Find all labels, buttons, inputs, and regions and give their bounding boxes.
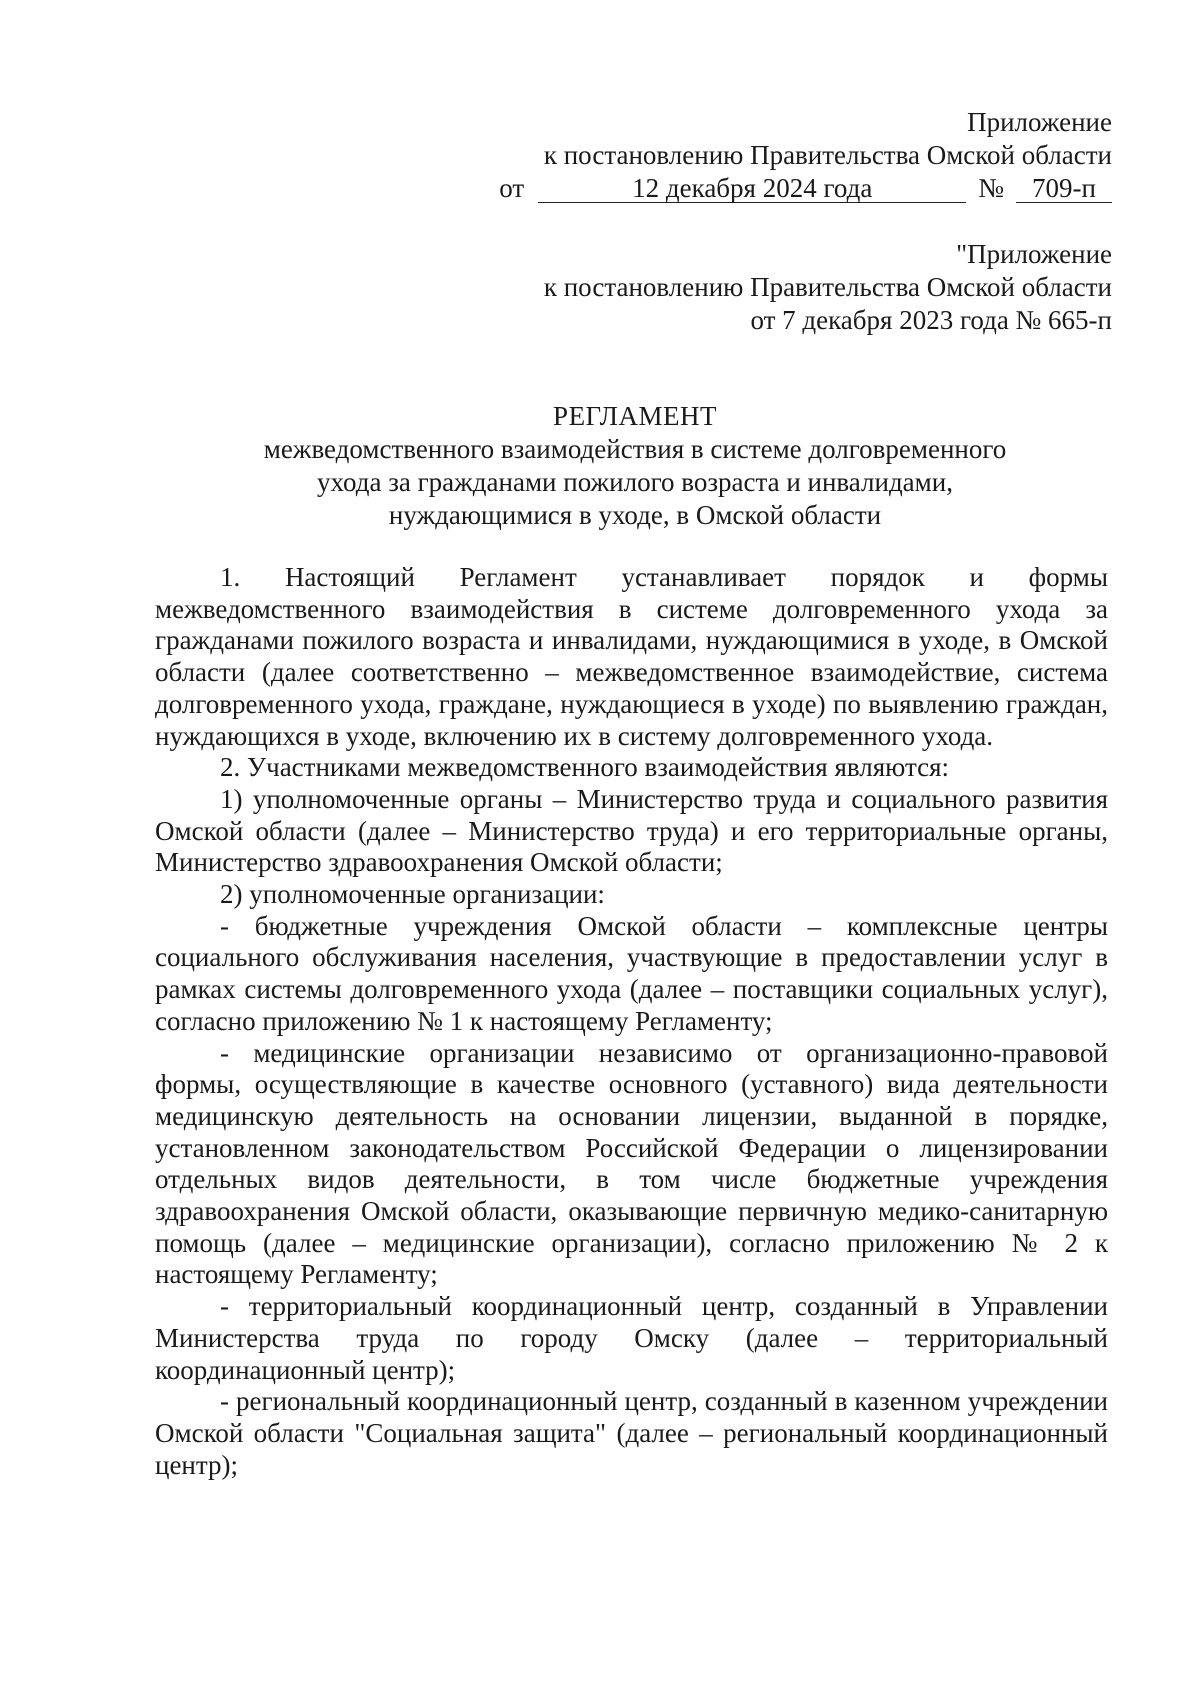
list-item-social-providers: - бюджетные учреждения Омской области – комплексные центры социального обслуживания населения, участвующие в предоставлении услуг в рамках системы долговременного ухода (далее – поставщики социальных услуг), согласно приложению № 1 к настоящему Регламенту;: [155, 910, 1108, 1036]
document-title: РЕГЛАМЕНТ: [553, 401, 717, 431]
approval-date-line: [499, 172, 1112, 205]
date-prefix: от: [499, 173, 525, 203]
list-item-medical-organizations: - медицинские организации независимо от организационно-правовой формы, осуществляющие в качестве основного (уставного) вида деятельности медицинскую деятельность на основании лицензии, выданной в порядке, установленном законодательством Российской Федерации о лицензировании отдельных видов деятельности, в том числе бюджетные учреждения здравоохранения Омской области, оказывающие первичную медико-санитарную помощь (далее – медицинские организации), согласно приложению № 2 к настоящему Регламенту;: [155, 1037, 1108, 1290]
list-item-territorial-center: - территориальный координационный центр, созданный в Управлении Министерства труда по городу Омску (далее – территориальный координационный центр);: [155, 1291, 1108, 1385]
paragraph-2-item-1: 1) уполномоченные органы – Министерство труда и социального развития Омской области (далее – Министерство труда) и его территориальные органы, Министерство здравоохранения Омской области;: [155, 783, 1108, 878]
approval-header: [499, 106, 1112, 205]
approval-resolution: к постановлению Правительства Омской области: [543, 140, 1112, 170]
paragraph-1: 1. Настоящий Регламент устанавливает порядок и формы межведомственного взаимодействия в системе долговременного ухода за гражданами пожилого возраста и инвалидами, нуждающимися в уходе, в Омской области (далее соответственно – межведомственное взаимодействие, система долговременного ухода, граждане, нуждающиеся в уходе) по выявлению граждан, нуждающихся в уходе, включению их в систему долговременного ухода.: [155, 562, 1108, 751]
document-subtitle-line-3: нуждающимися в уходе, в Омской области: [388, 500, 882, 530]
document-subtitle-line-2: ухода за гражданами пожилого возраста и инвалидами,: [317, 467, 953, 497]
document-subtitle-line-1: межведомственного взаимодействия в системе долговременного: [263, 434, 1007, 464]
previous-appendix-title: "Приложение: [956, 239, 1112, 269]
previous-appendix-resolution: к постановлению Правительства Омской области: [543, 272, 1112, 302]
previous-appendix-date: от 7 декабря 2023 года № 665-п: [750, 305, 1112, 335]
previous-appendix-header: [544, 238, 1112, 337]
list-item-regional-center: - региональный координационный центр, созданный в казенном учреждении Омской области "Социальная защита" (далее – региональный координационный центр);: [155, 1386, 1108, 1480]
approval-title: Приложение: [967, 107, 1112, 137]
paragraph-2: 2. Участниками межведомственного взаимодействия являются:: [220, 752, 950, 783]
document-body: [155, 562, 1108, 1481]
number-sign: №: [978, 173, 1004, 203]
paragraph-2-item-2: 2) уполномоченные организации:: [220, 879, 605, 910]
document-title-block: [160, 400, 1110, 532]
resolution-number: 709-п: [1016, 174, 1112, 203]
resolution-date: 12 декабря 2024 года: [538, 174, 966, 203]
